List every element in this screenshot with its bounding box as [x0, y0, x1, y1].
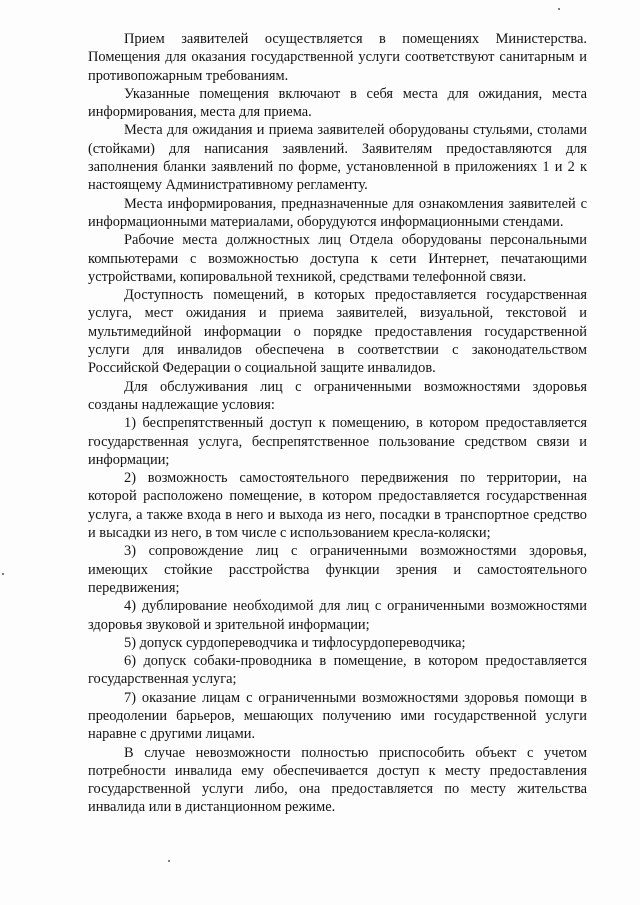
list-item-condition-4: 4) дублирование необходимой для лиц с ограниченными возможностями здоровья звуковой и зрительной информации; — [88, 598, 587, 633]
list-item-condition-6: 6) допуск собаки-проводника в помещение, в котором предоставляется государственная услуга; — [88, 653, 587, 688]
list-item-condition-3: 3) сопровождение лиц с ограниченными возможностями здоровья, имеющих стойкие расстройства функции зрения и самостоятельного передвижения; — [88, 543, 587, 596]
list-item-condition-1: 1) беспрепятственный доступ к помещению, в котором предоставляется государственная услуга, беспрепятственное пользование средством связи и информации; — [88, 415, 587, 468]
paragraph-waiting-areas: Места для ожидания и приема заявителей оборудованы стульями, столами (стойками) для написания заявлений. Заявителям предоставляются для заполнения бланки заявлений по форме, установленной в приложениях 1 и 2 к настоящему Административному регламенту. — [88, 122, 587, 194]
scan-speck-bottom — [168, 860, 170, 862]
scan-speck-left — [2, 573, 4, 575]
paragraph-remote-service: В случае невозможности полностью приспособить объект с учетом потребности инвалида ему обеспечивается доступ к месту предоставления государственной услуги либо, она предоставляется по месту жительства инвалида или в дистанционном режиме. — [88, 744, 587, 816]
list-item-condition-5: 5) допуск сурдопереводчика и тифлосурдопереводчика; — [124, 634, 466, 651]
paragraph-premises-areas: Указанные помещения включают в себя места для ожидания, места информирования, места для приема. — [88, 85, 587, 121]
paragraph-accessibility: Доступность помещений, в которых предоставляется государственная услуга, мест ожидания и приема заявителей, визуальной, текстовой и мультимедийной информации о порядке предоставления государственной услуги для инвалидов обеспечена в соответствии с законодательством Российской Федерации о социальной защите инвалидов. — [88, 287, 587, 377]
paragraph-conditions-intro: Для обслуживания лиц с ограниченными возможностями здоровья созданы надлежащие условия: — [88, 378, 587, 413]
list-item-condition-7: 7) оказание лицам с ограниченными возможностями здоровья помощи в преодолении барьеров, мешающих получению ими государственной услуги наравне с другими лицами. — [88, 689, 587, 743]
paragraph-premises-reception: Прием заявителей осуществляется в помещениях Министерства. Помещения для оказания государственной услуги соответствуют санитарным и противопожарным требованиям. — [88, 31, 587, 84]
scan-speck-top — [558, 8, 560, 10]
paragraph-information-areas: Места информирования, предназначенные для ознакомления заявителей с информационными материалами, оборудуются информационными стендами. — [88, 195, 587, 230]
paragraph-workplaces: Рабочие места должностных лиц Отдела оборудованы персональными компьютерами с возможностью доступа к сети Интернет, печатающими устройствами, копировальной техникой, средствами телефонной связи. — [88, 232, 587, 285]
document-body — [88, 30, 587, 817]
list-item-condition-2: 2) возможность самостоятельного передвижения по территории, на которой расположено помещение, в котором предоставляется государственная услуга, а также входа в него и выхода из него, посадки в транспортное средство и высадки из него, в том числе с использованием кресла-коляски; — [88, 470, 587, 542]
